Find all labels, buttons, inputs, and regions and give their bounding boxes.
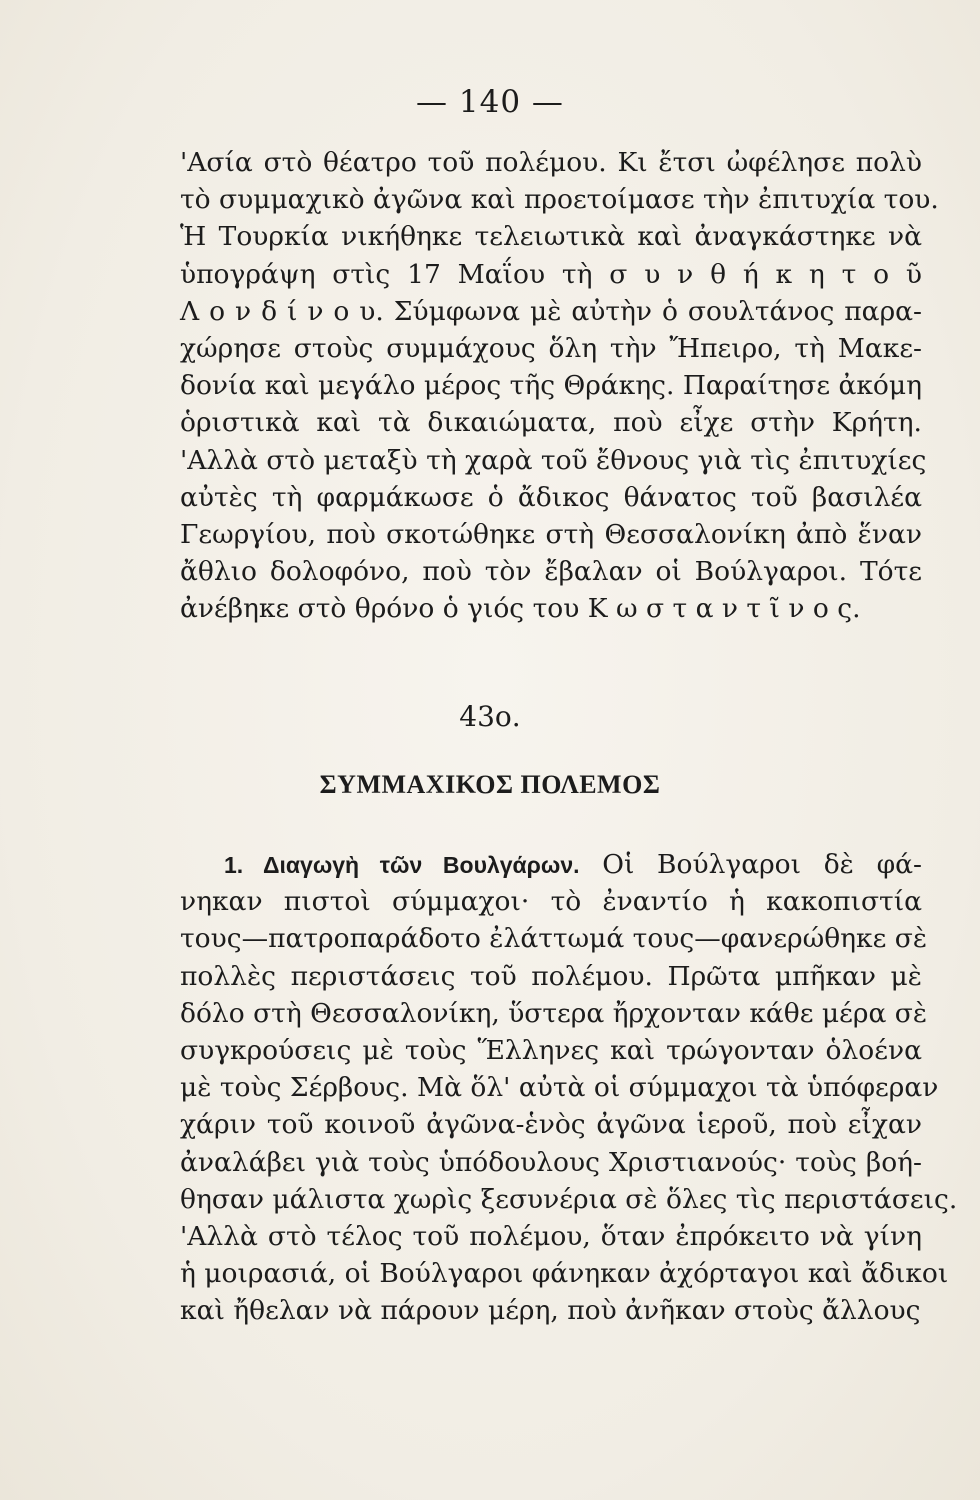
text-line: Λ ο ν δ ί ν ο υ. Σύμφωνα μὲ αὐτὴν ὁ σουλτάνος παρα- <box>180 295 922 327</box>
text-line: 'Αλλὰ στὸ μεταξὺ τὴ χαρὰ τοῦ ἔθνους γιὰ τὶς ἐπιτυχίες <box>180 444 927 476</box>
text-line: 'Ασία στὸ θέατρο τοῦ πολέμου. Κι ἔτσι ὠφέλησε πολὺ <box>180 147 922 178</box>
text-line: ἀναλάβει γιὰ τοὺς ὑπόδουλους Χριστιανούς· τοὺς βοή- <box>180 1146 922 1178</box>
text-line: ὁριστικὰ καὶ τὰ δικαιώματα, ποὺ εἶχε στὴν Κρήτη. <box>180 407 922 439</box>
subsection-heading: 1. Διαγωγὴ τῶν Βουλγάρων. <box>224 852 580 878</box>
page-number: — 140 — <box>416 84 564 120</box>
text-line: Ἡ Τουρκία νικήθηκε τελειωτικὰ καὶ ἀναγκάστηκε νὰ <box>180 221 922 253</box>
text-line: ὑπογράψη στὶς 17 Μαΐου τὴ σ υ ν θ ή κ η τ ο ῦ <box>180 258 922 290</box>
text-line: Οἱ Βούλγαροι δὲ φά- <box>602 849 922 880</box>
text-line: πολλὲς περιστάσεις τοῦ πολέμου. Πρῶτα μπῆκαν μὲ <box>180 960 922 992</box>
text-line: δονία καὶ μεγάλο μέρος τῆς Θράκης. Παραίτησε ἀκόμη <box>180 370 922 402</box>
text-line: αὐτὲς τὴ φαρμάκωσε ὁ ἄδικος θάνατος τοῦ βασιλέα <box>180 481 922 513</box>
text-line: νηκαν πιστοὶ σύμμαχοι· τὸ ἐναντίο ἡ κακοπιστία <box>180 886 922 918</box>
text-line: χάριν τοῦ κοινοῦ ἀγῶνα-ἑνὸς ἀγῶνα ἱεροῦ, ποὺ εἶχαν <box>180 1109 922 1141</box>
text-line: μὲ τοὺς Σέρβους. Μὰ ὅλ' αὐτὰ οἱ σύμμαχοι τὰ ὑπόφεραν <box>180 1072 939 1104</box>
text-line: τὸ συμμαχικὸ ἀγῶνα καὶ προετοίμασε τὴν ἐπιτυχία του. <box>180 184 939 216</box>
text-line: τους—πατροπαράδοτο ἐλάττωμά τους—φανερώθηκε σὲ <box>180 923 928 955</box>
section-number: 43ο. <box>459 700 521 733</box>
text-line: ἄθλιο δολοφόνο, ποὺ τὸν ἔβαλαν οἱ Βούλγαροι. Τότε <box>180 556 922 588</box>
text-line: χώρησε στοὺς συμμάχους ὅλη τὴν Ἤπειρο, τὴ Μακε- <box>180 332 922 364</box>
text-line: θησαν μάλιστα χωρὶς ξεσυνέρια σὲ ὅλες τὶς περιστάσεις. <box>180 1183 958 1215</box>
text-line: Γεωργίου, ποὺ σκοτώθηκε στὴ Θεσσαλονίκη ἀπὸ ἕναν <box>180 518 922 550</box>
text-line: δόλο στὴ Θεσσαλονίκη, ὕστερα ἤρχονταν κάθε μέρα σὲ <box>180 997 928 1029</box>
subsection-paragraph <box>180 846 958 1329</box>
text-line: ἀνέβηκε στὸ θρόνο ὁ γιός του Κ ω σ τ α ν τ ῖ ν ο ς. <box>180 593 861 625</box>
subsection-first-line <box>180 846 922 883</box>
text-line: καὶ ἤθελαν νὰ πάρουν μέρη, ποὺ ἀνῆκαν στοὺς ἄλλους <box>180 1295 921 1327</box>
text-line: συγκρούσεις μὲ τοὺς Ἕλληνες καὶ τρώγονταν ὁλοένα <box>180 1034 922 1066</box>
paragraph-continuation <box>180 144 939 627</box>
text-line: ἡ μοιρασιά, οἱ Βούλγαροι φάνηκαν ἀχόρταγοι καὶ ἄδικοι <box>180 1258 949 1290</box>
section-title: ΣΥΜΜΑΧΙΚΟΣ ΠΟΛΕΜΟΣ <box>319 770 661 799</box>
text-line: 'Αλλὰ στὸ τέλος τοῦ πολέμου, ὅταν ἐπρόκειτο νὰ γίνη <box>180 1220 922 1252</box>
